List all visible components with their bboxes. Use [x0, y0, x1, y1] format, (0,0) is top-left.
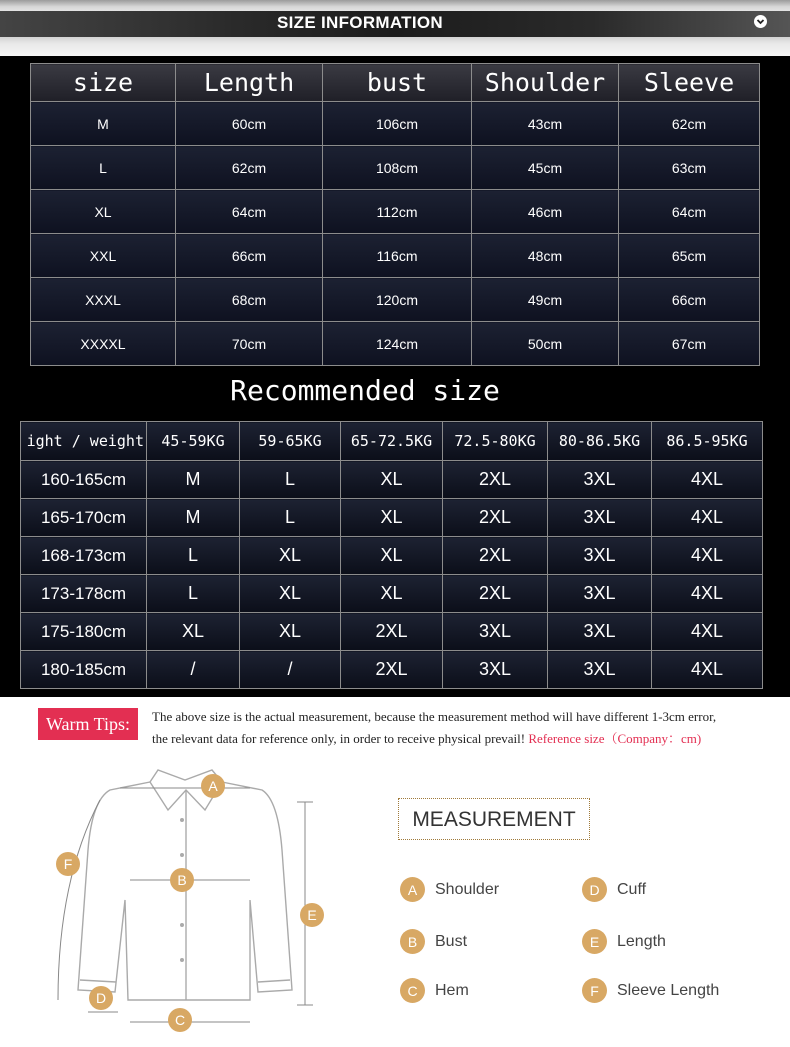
- height-cell: 180-185cm: [21, 651, 147, 689]
- header-title: SIZE INFORMATION: [277, 13, 443, 32]
- sleeve-cell: 63cm: [619, 146, 760, 190]
- shoulder-cell: 46cm: [472, 190, 619, 234]
- marker-b-icon: B: [400, 929, 425, 954]
- weight-header: 65-72.5KG: [341, 422, 443, 461]
- size-cell: 3XL: [443, 651, 548, 689]
- legend-item-hem: [400, 978, 469, 1003]
- legend-label: Cuff: [617, 880, 647, 898]
- size-cell: XL: [341, 575, 443, 613]
- bust-cell: 108cm: [323, 146, 472, 190]
- size-cell: 3XL: [548, 613, 652, 651]
- height-cell: 165-170cm: [21, 499, 147, 537]
- legend-item-length: [582, 929, 666, 954]
- legend-label: Shoulder: [435, 880, 500, 898]
- height-cell: 160-165cm: [21, 461, 147, 499]
- size-cell: 4XL: [652, 461, 763, 499]
- size-cell: 3XL: [443, 613, 548, 651]
- tips-line-1: The above size is the actual measurement, because the measurement method will have different 1-3cm error,: [152, 709, 717, 724]
- recommended-header-row: [21, 422, 763, 461]
- size-cell: XXL: [31, 234, 176, 278]
- size-cell: /: [147, 651, 240, 689]
- size-cell: 2XL: [443, 575, 548, 613]
- length-cell: 62cm: [176, 146, 323, 190]
- length-cell: 66cm: [176, 234, 323, 278]
- marker-a-icon: A: [400, 877, 425, 902]
- table-row: [31, 234, 760, 278]
- size-cell: XL: [341, 537, 443, 575]
- size-cell: /: [240, 651, 341, 689]
- svg-text:C: C: [174, 1012, 186, 1028]
- marker-d-icon: D: [582, 877, 607, 902]
- svg-text:B: B: [177, 872, 187, 888]
- table-row: [31, 278, 760, 322]
- weight-header: 59-65KG: [240, 422, 341, 461]
- table-row: [21, 575, 763, 613]
- size-cell: XL: [240, 613, 341, 651]
- size-cell: L: [240, 461, 341, 499]
- legend-item-shoulder: [400, 877, 499, 902]
- weight-header: 86.5-95KG: [652, 422, 763, 461]
- sleeve-cell: 67cm: [619, 322, 760, 366]
- sleeve-cell: 64cm: [619, 190, 760, 234]
- size-cell: 4XL: [652, 651, 763, 689]
- legend-label: Length: [617, 932, 666, 950]
- size-cell: L: [147, 537, 240, 575]
- shoulder-cell: 48cm: [472, 234, 619, 278]
- recommended-size-table: [20, 421, 763, 689]
- size-cell: XXXL: [31, 278, 176, 322]
- chevron-down-icon[interactable]: [754, 15, 767, 28]
- size-cell: XL: [31, 190, 176, 234]
- legend-item-cuff: [582, 877, 646, 902]
- weight-header: 80-86.5KG: [548, 422, 652, 461]
- marker-f-icon: F: [582, 978, 607, 1003]
- table-row: [21, 537, 763, 575]
- height-cell: 168-173cm: [21, 537, 147, 575]
- size-chart-table: [30, 63, 760, 366]
- length-cell: 70cm: [176, 322, 323, 366]
- shoulder-cell: 50cm: [472, 322, 619, 366]
- size-cell: 2XL: [341, 613, 443, 651]
- sleeve-cell: 65cm: [619, 234, 760, 278]
- table-row: [21, 461, 763, 499]
- legend-label: Hem: [435, 981, 469, 999]
- size-cell: XL: [240, 575, 341, 613]
- sleeve-cell: 66cm: [619, 278, 760, 322]
- measurement-title-box: [398, 798, 590, 840]
- length-cell: 64cm: [176, 190, 323, 234]
- size-cell: 2XL: [341, 651, 443, 689]
- size-cell: L: [240, 499, 341, 537]
- bust-cell: 106cm: [323, 102, 472, 146]
- marker-c-icon: C: [400, 978, 425, 1003]
- size-cell: XL: [147, 613, 240, 651]
- size-cell: XL: [341, 461, 443, 499]
- size-cell: 4XL: [652, 499, 763, 537]
- height-weight-header: ight / weight: [21, 422, 147, 461]
- weight-header: 72.5-80KG: [443, 422, 548, 461]
- size-cell: 4XL: [652, 613, 763, 651]
- size-cell: 3XL: [548, 651, 652, 689]
- table-row: [21, 499, 763, 537]
- size-cell: M: [31, 102, 176, 146]
- shoulder-cell: 45cm: [472, 146, 619, 190]
- shoulder-cell: 43cm: [472, 102, 619, 146]
- svg-text:D: D: [95, 990, 107, 1006]
- size-cell: 3XL: [548, 575, 652, 613]
- size-cell: 3XL: [548, 537, 652, 575]
- size-cell: L: [31, 146, 176, 190]
- tips-line-2: [152, 728, 701, 747]
- table-row: [31, 102, 760, 146]
- size-cell: 2XL: [443, 461, 548, 499]
- weight-header: 45-59KG: [147, 422, 240, 461]
- size-cell: M: [147, 461, 240, 499]
- size-chart-header: size: [31, 64, 176, 102]
- length-cell: 60cm: [176, 102, 323, 146]
- shirt-icon: [0, 760, 380, 1047]
- size-cell: XL: [341, 499, 443, 537]
- size-cell: 2XL: [443, 537, 548, 575]
- table-row: [21, 651, 763, 689]
- legend-label: Sleeve Length: [617, 981, 720, 999]
- bust-cell: 120cm: [323, 278, 472, 322]
- size-chart-header: Shoulder: [472, 64, 619, 102]
- legend-item-bust: [400, 929, 467, 954]
- legend-label: Bust: [435, 932, 468, 950]
- size-cell: 4XL: [652, 537, 763, 575]
- marker-e-icon: E: [582, 929, 607, 954]
- tips-line-2-text: the relevant data for reference only, in order to receive physical prevail!: [152, 731, 526, 746]
- height-cell: 175-180cm: [21, 613, 147, 651]
- size-cell: 3XL: [548, 461, 652, 499]
- size-chart-header-row: [31, 64, 760, 102]
- header-bar: [0, 0, 790, 56]
- legend-item-sleeve-length: [582, 978, 719, 1003]
- size-cell: XL: [240, 537, 341, 575]
- measurement-title: MEASUREMENT: [412, 808, 576, 831]
- length-cell: 68cm: [176, 278, 323, 322]
- svg-text:A: A: [208, 778, 218, 794]
- bust-cell: 124cm: [323, 322, 472, 366]
- recommended-title: Recommended size: [230, 374, 500, 407]
- table-row: [31, 146, 760, 190]
- size-chart-header: Sleeve: [619, 64, 760, 102]
- table-row: [31, 190, 760, 234]
- size-cell: 2XL: [443, 499, 548, 537]
- sleeve-cell: 62cm: [619, 102, 760, 146]
- tips-reference-note: Reference size（Company：cm): [528, 731, 702, 746]
- svg-text:E: E: [307, 907, 317, 923]
- svg-text:F: F: [63, 856, 73, 872]
- warm-tips-badge: Warm Tips:: [38, 708, 138, 740]
- shoulder-cell: 49cm: [472, 278, 619, 322]
- size-cell: XXXXL: [31, 322, 176, 366]
- table-row: [31, 322, 760, 366]
- size-chart-header: Length: [176, 64, 323, 102]
- height-cell: 173-178cm: [21, 575, 147, 613]
- bust-cell: 116cm: [323, 234, 472, 278]
- size-cell: 3XL: [548, 499, 652, 537]
- size-chart-header: bust: [323, 64, 472, 102]
- table-row: [21, 613, 763, 651]
- size-cell: M: [147, 499, 240, 537]
- bust-cell: 112cm: [323, 190, 472, 234]
- size-cell: 4XL: [652, 575, 763, 613]
- size-cell: L: [147, 575, 240, 613]
